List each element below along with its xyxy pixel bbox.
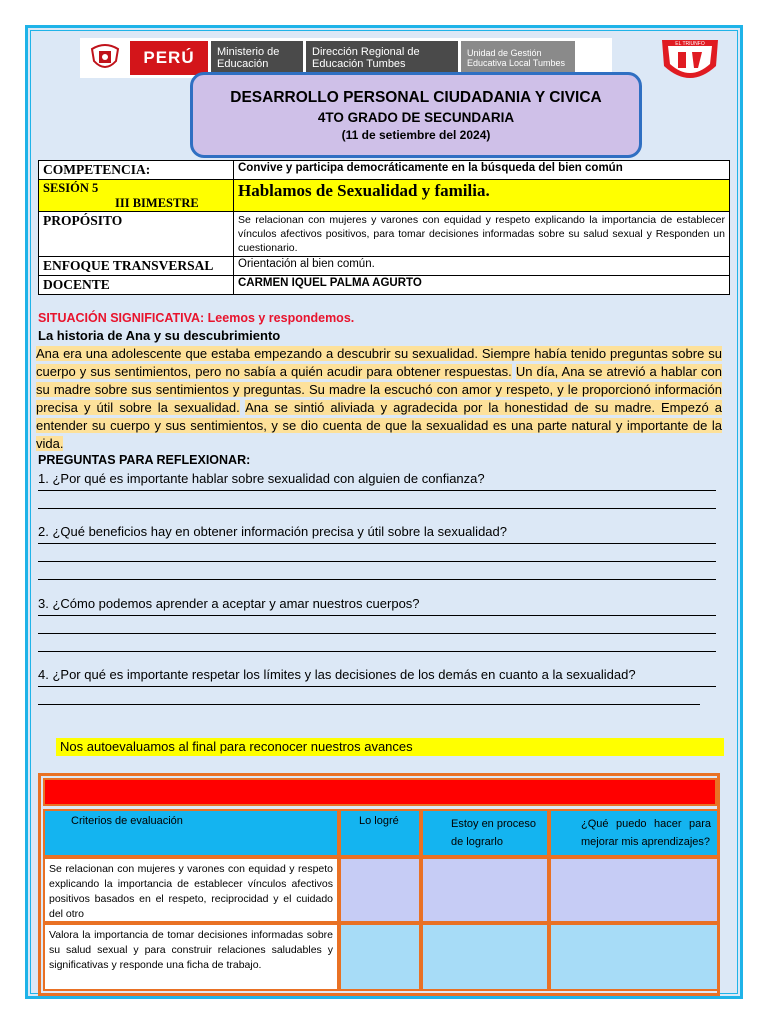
story-paragraph: Ana era una adolescente que estaba empezando a descubrir su sexualidad. Siempre había tenido preguntas sobre su cuerpo y sus sentimientos, pero no sabía a quién acudir para obtener respuestas. [36, 346, 722, 379]
school-logo-icon [658, 36, 722, 88]
proposito-label: PROPÓSITO [39, 212, 234, 257]
competencia-label: COMPETENCIA: [39, 161, 234, 180]
docente-value: CARMEN IQUEL PALMA AGURTO [234, 276, 730, 295]
question-3: 3. ¿Cómo podemos aprender a aceptar y amar nuestros cuerpos? [38, 596, 420, 611]
story-paragraph: Ana se sintió aliviada y agradecida por la honestidad de su madre. Empezó a entender su cuerpo y sus sentimientos, y se dio cuenta de que la sexualidad es una parte natural y importante de la vida. [36, 400, 722, 451]
docente-label: DOCENTE [39, 276, 234, 295]
answer-line[interactable] [38, 704, 700, 705]
answer-line[interactable] [38, 651, 716, 652]
enfoque-value: Orientación al bien común. [234, 257, 730, 276]
criteria-header: Criterios de evaluación [43, 809, 339, 857]
story-paragraph: Un día, Ana se atrevió a hablar con su madre sobre sus sentimientos y preguntas. Su madre la escuchó con amor y respeto, y le proporcionó información precisa y útil sobre la sexualidad. [36, 364, 722, 415]
bimestre-label: III BIMESTRE [115, 196, 199, 210]
story-title: La historia de Ana y su descubrimiento [38, 328, 281, 343]
grade-label: 4TO GRADO DE SECUNDARIA [317, 110, 515, 125]
answer-line[interactable] [38, 543, 716, 544]
session-date: (11 de setiembre del 2024) [341, 128, 491, 142]
improve-field-2[interactable] [549, 923, 719, 991]
in-progress-checkbox-2[interactable] [421, 923, 549, 991]
answer-line[interactable] [38, 490, 716, 491]
competencia-value: Convive y participa democráticamente en la búsqueda del bien común [234, 161, 730, 180]
answer-line[interactable] [38, 508, 716, 509]
evaluation-header-bar [43, 778, 717, 806]
question-4: 4. ¿Por qué es importante respetar los límites y las decisiones de los demás en cuanto a la sexualidad? [38, 667, 636, 682]
question-2: 2. ¿Qué beneficios hay en obtener información precisa y útil sobre la sexualidad? [38, 524, 507, 539]
peru-label: PERÚ [130, 41, 208, 75]
sesion-cell [39, 180, 234, 212]
enfoque-label: ENFOQUE TRANSVERSAL [39, 257, 234, 276]
proposito-value: Se relacionan con mujeres y varones con equidad y respeto explicando la importancia de establecer vínculos afectivos positivos, para tomar decisiones informadas sobre su salud sexual y Responden un cuestionario. [234, 212, 730, 257]
question-1: 1. ¿Por qué es importante hablar sobre sexualidad con alguien de confianza? [38, 471, 485, 486]
unidad-label: Unidad de Gestión Educativa Local Tumbes [461, 41, 575, 75]
title-banner [190, 72, 642, 158]
answer-line[interactable] [38, 561, 716, 562]
improve-field-1[interactable] [549, 857, 719, 923]
improve-header: ¿Qué puedo hacer para mejorar mis aprendizajes? [549, 809, 719, 857]
in-progress-header: Estoy en proceso de lograrlo [421, 809, 549, 857]
course-title: DESARROLLO PERSONAL CIUDADANIA Y CIVICA [230, 89, 602, 106]
peru-shield-icon [80, 41, 130, 75]
achieved-checkbox-1[interactable] [339, 857, 421, 923]
direccion-label: Dirección Regional de Educación Tumbes [306, 41, 458, 75]
autoevaluation-banner: Nos autoevaluamos al final para reconocer nuestros avances [56, 738, 724, 756]
sesion-label: SESIÓN 5 [43, 181, 99, 195]
session-info-table [38, 160, 730, 295]
story-text [36, 345, 722, 453]
criterion-2: Valora la importancia de tomar decisiones informadas sobre su salud sexual y para construir relaciones saludables y significativas y responde una ficha de trabajo. [43, 923, 339, 991]
answer-line[interactable] [38, 633, 716, 634]
in-progress-checkbox-1[interactable] [421, 857, 549, 923]
achieved-header: Lo logré [339, 809, 421, 857]
criterion-1: Se relacionan con mujeres y varones con equidad y respeto explicando la importancia de establecer vínculos afectivos positivos basados en el respeto, reciprocidad y el cuidado del otro [43, 857, 339, 923]
ministerio-label: Ministerio de Educación [211, 41, 303, 75]
situacion-heading: SITUACIÓN SIGNIFICATIVA: Leemos y respondemos. [38, 311, 355, 325]
answer-line[interactable] [38, 579, 716, 580]
evaluation-table [38, 773, 720, 996]
preguntas-heading: PREGUNTAS PARA REFLEXIONAR: [38, 453, 251, 467]
achieved-checkbox-2[interactable] [339, 923, 421, 991]
answer-line[interactable] [38, 686, 716, 687]
school-logo-text: EL TRIUNFO [675, 41, 705, 47]
session-title: Hablamos de Sexualidad y familia. [234, 180, 730, 212]
answer-line[interactable] [38, 615, 716, 616]
